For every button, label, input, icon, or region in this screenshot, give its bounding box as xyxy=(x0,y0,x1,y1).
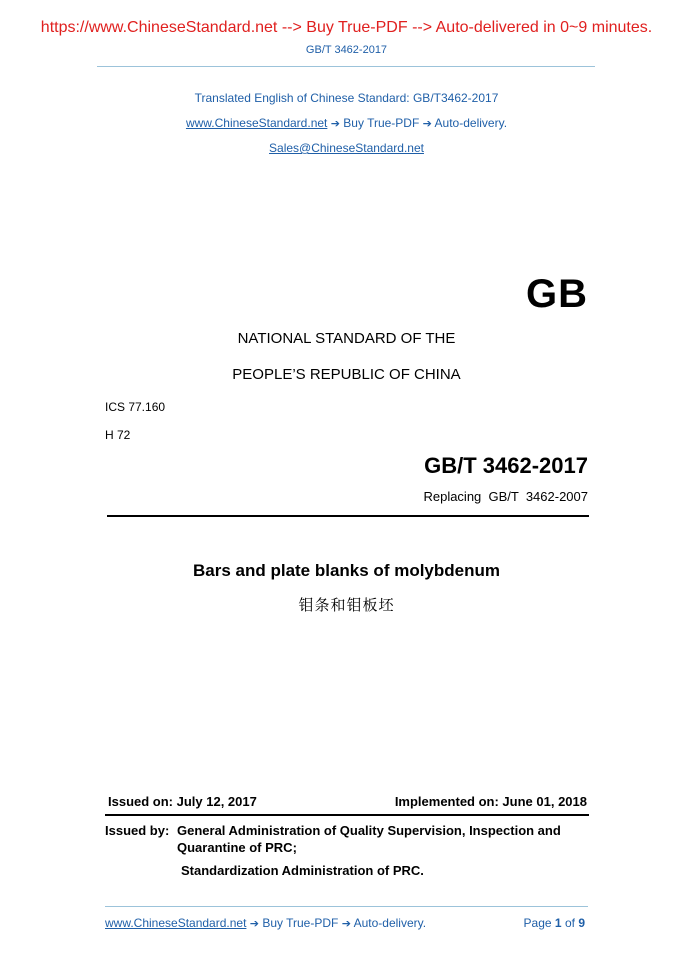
issued-by-label: Issued by: xyxy=(105,823,170,838)
right-arrow-icon: ➔ xyxy=(422,117,432,130)
sales-email-line xyxy=(0,140,693,156)
translated-standard-line: Translated English of Chinese Standard: GB/T3462-2017 xyxy=(194,91,499,105)
national-standard-heading-line2: PEOPLE’S REPUBLIC OF CHINA xyxy=(232,366,461,383)
implemented-on-date: Implemented on: June 01, 2018 xyxy=(394,794,587,809)
right-arrow-icon: ➔ xyxy=(330,117,340,130)
page-label: Page xyxy=(523,916,552,930)
footer-buy-line xyxy=(105,916,426,931)
standard-number: GB/T 3462-2017 xyxy=(424,453,588,478)
footer-buy-true-pdf-text: Buy True-PDF xyxy=(262,916,339,930)
issuing-organization-1: General Administration of Quality Supervision, Inspection and Quarantine of PRC; xyxy=(177,823,561,855)
top-banner-link[interactable]: https://www.ChineseStandard.net --> Buy True-PDF --> Auto-delivered in 0~9 minutes. xyxy=(40,19,653,36)
footer-auto-delivery-text: Auto-delivery. xyxy=(353,916,427,930)
page-current: 1 xyxy=(554,916,562,930)
national-standard-heading-line1: NATIONAL STANDARD OF THE xyxy=(237,330,456,347)
header-document-number: GB/T 3462-2017 xyxy=(305,44,388,56)
sales-email-link[interactable]: Sales@ChineseStandard.net xyxy=(269,141,424,155)
page-indicator xyxy=(524,916,585,931)
gb-mark: GB xyxy=(526,272,588,316)
issued-on-date: Issued on: July 12, 2017 xyxy=(108,794,257,809)
ccs-code: H 72 xyxy=(105,428,131,442)
english-title: Bars and plate blanks of molybdenum xyxy=(192,561,500,580)
dates-divider xyxy=(105,814,589,816)
buy-true-pdf-text: Buy True-PDF xyxy=(343,116,420,130)
page-total: 9 xyxy=(578,916,585,930)
chinese-title: 钼条和钼板坯 xyxy=(298,597,395,614)
title-divider xyxy=(107,515,589,517)
page-of-label: of xyxy=(564,916,575,930)
right-arrow-icon: ➔ xyxy=(249,917,259,930)
right-arrow-icon: ➔ xyxy=(341,917,351,930)
site-link[interactable]: www.ChineseStandard.net xyxy=(185,116,328,130)
issuing-organization-2: Standardization Administration of PRC. xyxy=(181,863,424,878)
auto-delivery-text: Auto-delivery. xyxy=(434,116,508,130)
footer-site-link[interactable]: www.ChineseStandard.net xyxy=(105,916,247,930)
buy-pdf-line xyxy=(0,115,693,132)
footer-divider xyxy=(105,906,588,907)
header-divider xyxy=(97,66,595,67)
replacing-note: Replacing GB/T 3462-2007 xyxy=(423,489,588,504)
ics-code: ICS 77.160 xyxy=(105,400,166,414)
